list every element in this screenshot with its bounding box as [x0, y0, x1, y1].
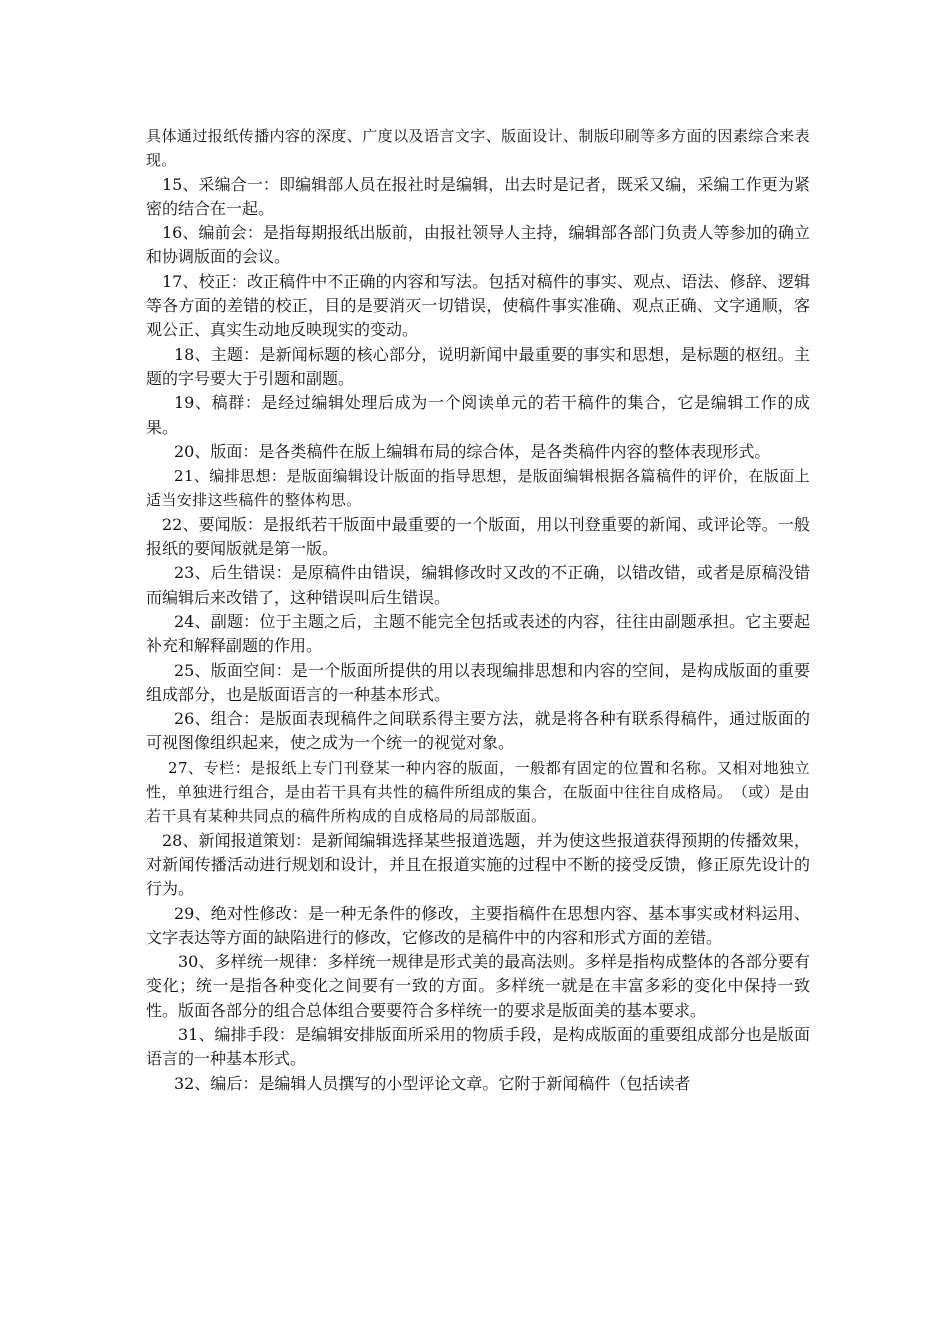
document-body	[146, 124, 810, 1096]
paragraph: 22、要闻版：是报纸若干版面中最重要的一个版面，用以刊登重要的新闻、或评论等。一般报纸的要闻版就是第一版。	[146, 514, 810, 559]
paragraph: 18、主题：是新闻标题的核心部分，说明新闻中最重要的事实和思想，是标题的枢纽。主题的字号要大于引题和副题。	[146, 344, 810, 388]
paragraph: 24、副题：位于主题之后，主题不能完全包括或表述的内容，往往由副题承担。它主要起补充和解释副题的作用。	[146, 611, 810, 656]
paragraph: 21、编排思想：是版面编辑设计版面的指导思想，是版面编辑根据各篇稿件的评价，在版面上适当安排这些稿件的整体构思。	[146, 467, 810, 510]
paragraph: 19、稿群：是经过编辑处理后成为一个阅读单元的若干稿件的集合，它是编辑工作的成果。	[146, 393, 810, 437]
paragraph: 29、绝对性修改：是一种无条件的修改，主要指稿件在思想内容、基本事实或材料运用、文字表达等方面的缺陷进行的修改，它修改的是稿件中的内容和形式方面的差错。	[146, 903, 810, 947]
paragraph: 17、校正：改正稿件中不正确的内容和写法。包括对稿件的事实、观点、语法、修辞、逻辑等各方面的差错的校正，目的是要消灭一切错误，使稿件事实准确、观点正确、文字通顺，客观公正、真实生动地反映现实的变动。	[146, 271, 810, 340]
paragraph: 25、版面空间：是一个版面所提供的用以表现编排思想和内容的空间，是构成版面的重要组成部分，也是版面语言的一种基本形式。	[146, 660, 810, 704]
paragraph: 具体通过报纸传播内容的深度、广度以及语言文字、版面设计、制版印刷等多方面的因素综合来表现。	[146, 127, 810, 170]
paragraph: 16、编前会：是指每期报纸出版前，由报社领导人主持，编辑部各部门负责人等参加的确立和协调版面的会议。	[146, 223, 810, 267]
paragraph: 23、后生错误：是原稿件由错误，编辑修改时又改的不正确，以错改错，或者是原稿没错而编辑后来改错了，这种错误叫后生错误。	[146, 563, 810, 607]
paragraph: 20、版面：是各类稿件在版上编辑布局的综合体，是各类稿件内容的整体表现形式。	[174, 441, 771, 461]
paragraph: 26、组合：是版面表现稿件之间联系得主要方法，就是将各种有联系得稿件，通过版面的可视图像组织起来，使之成为一个统一的视觉对象。	[146, 709, 810, 753]
paragraph: 15、采编合一：即编辑部人员在报社时是编辑，出去时是记者，既采又编，采编工作更为紧密的结合在一起。	[146, 174, 810, 218]
paragraph: 27、专栏：是报纸上专门刊登某一种内容的版面，一般都有固定的位置和名称。又相对地独立性，单独进行组合，是由若干具有共性的稿件所组成的集合，在版面中往往自成格局。 （或）是由若干具有某种共同点的稿件所构成的自成格局的局部版面。	[146, 758, 810, 826]
paragraph: 30、多样统一规律：多样统一规律是形式美的最高法则。多样是指构成整体的各部分要有变化；统一是指各种变化之间要有一致的方面。多样统一就是在丰富多彩的变化中保持一致性。版面各部分的组合总体组合要要符合多样统一的要求是版面美的基本要求。	[146, 952, 810, 1020]
paragraph: 28、新闻报道策划：是新闻编辑选择某些报道选题，并为使这些报道获得预期的传播效果，对新闻传播活动进行规划和设计，并且在报道实施的过程中不断的接受反馈，修正原先设计的行为。	[146, 830, 810, 899]
paragraph: 32、编后：是编辑人员撰写的小型评论文章。它附于新闻稿件（包括读者	[174, 1073, 691, 1093]
paragraph: 31、编排手段：是编辑安排版面所采用的物质手段，是构成版面的重要组成部分也是版面语言的一种基本形式。	[146, 1024, 810, 1069]
